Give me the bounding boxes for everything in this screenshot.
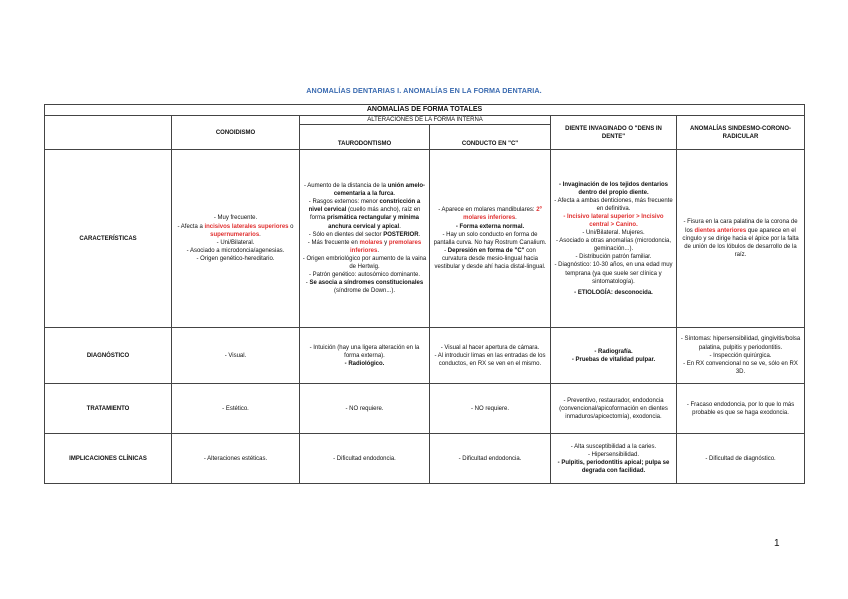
text-line: - Distribución patrón familiar. <box>575 254 652 261</box>
row-label-caracteristicas: CARACTERÍSTICAS <box>45 150 172 328</box>
col-header-conducto-c: CONDUCTO EN "C" <box>430 139 551 150</box>
highlight-supernumerarios: supernumerarios <box>210 231 260 238</box>
text-line: - Radiografía. <box>594 348 633 355</box>
text-line: - Asociado a microdoncia/agenesias. <box>186 247 285 254</box>
text-segment: - Aumento de la distancia de la <box>303 183 388 190</box>
text-segment: - Fisura en la cara palatina de la corona de los <box>683 219 798 234</box>
text-line <box>174 223 297 239</box>
text-segment: . <box>377 247 379 254</box>
cell-tratamiento-conducto-c: - NO requiere. <box>430 384 551 434</box>
cell-tratamiento-dens-in-dente: - Preventivo, restaurador, endodoncia (convencional/apicoformación en dientes inmaduros/apicectomía), exodoncia. <box>551 384 677 434</box>
text-line <box>679 218 802 258</box>
text-segment: o <box>288 223 294 230</box>
cell-caracteristicas-conoidismo <box>172 150 300 328</box>
bold-segment: unión amelo-cementaria a la furca <box>333 183 426 198</box>
text-line: - Pulpitis, periodontitis apical; pulpa se degrada con facilidad. <box>557 459 670 474</box>
text-line: - Muy frecuente. <box>213 215 258 222</box>
cell-implicaciones-dens-in-dente <box>551 434 677 484</box>
text-segment: . <box>418 231 421 238</box>
cell-implicaciones-conducto-c: - Dificultad endodoncia. <box>430 434 551 484</box>
text-line: - Hay un solo conducto en forma de pantalla curva. No hay Rostrum Canalium. <box>433 231 547 246</box>
text-line: - Al introducir limas en las entradas de los conductos, en RX se ven en el mismo. <box>434 352 546 367</box>
cell-caracteristicas-taurodontismo <box>300 150 430 328</box>
text-segment: . <box>393 191 396 198</box>
text-line <box>302 239 427 255</box>
conducto-header-spacer <box>430 125 551 140</box>
text-line: - Origen embriológico por aumento de la vaina de Hertwig. <box>302 255 427 270</box>
page-number: 1 <box>774 538 780 549</box>
text-line: - Uni/Bilateral. <box>216 239 255 246</box>
cell-implicaciones-sindesmo: - Dificultad de diagnóstico. <box>677 434 805 484</box>
row-label-implicaciones: IMPLICACIONES CLÍNICAS <box>45 434 172 484</box>
document-title: ANOMALÍAS DENTARIAS I. ANOMALÍAS EN LA FORMA DENTARIA. <box>306 86 542 95</box>
row-label-tratamiento: TRATAMIENTO <box>45 384 172 434</box>
text-line <box>432 206 548 222</box>
cell-diagnostico-conducto-c <box>430 328 551 384</box>
col-header-taurodontismo: TAURODONTISMO <box>300 139 430 150</box>
text-line: - ETIOLOGÍA: desconocida. <box>574 289 653 296</box>
text-line: - Diagnóstico: 10-30 años, en una edad muy temprana (ya que suele ser clínica y sintomatología). <box>554 262 673 285</box>
text-segment: . <box>259 231 261 238</box>
cell-implicaciones-taurodontismo: - Dificultad endodoncia. <box>300 434 430 484</box>
cell-diagnostico-taurodontismo <box>300 328 430 384</box>
corner-cell <box>45 116 172 150</box>
bold-segment: prismática rectangular y mínima anchura cervical y apical <box>326 215 420 230</box>
cell-implicaciones-conoidismo: - Alteraciones estéticas. <box>172 434 300 484</box>
text-line: - Pruebas de vitalidad pulpar. <box>571 356 656 363</box>
text-line <box>302 279 427 295</box>
text-segment: (cuello más ancho), raíz en forma <box>309 207 421 222</box>
cell-diagnostico-conoidismo: - Visual. <box>172 328 300 384</box>
bold-segment: Se asocia a síndromes constitucionales <box>309 280 424 287</box>
cell-caracteristicas-conducto-c <box>430 150 551 328</box>
text-segment: - Afecta a <box>177 223 205 230</box>
text-line: - Patrón genético: autosómico dominante. <box>308 272 421 279</box>
text-segment: - Sólo en dientes del sector <box>308 231 384 238</box>
text-segment: . <box>399 223 401 230</box>
text-segment: (síndrome de Down...). <box>333 288 396 295</box>
text-line: - Uni/Bilateral. Mujeres. <box>582 230 645 237</box>
text-line: - Origen genético-hereditario. <box>196 255 275 262</box>
text-line: - Hipersensibilidad. <box>587 451 640 458</box>
text-segment: - Más frecuente en <box>307 239 360 246</box>
taurodontismo-header-spacer <box>300 125 430 140</box>
highlight-molares: molares <box>359 239 383 246</box>
text-line: - Radiológico. <box>344 360 385 367</box>
anomalies-table <box>44 104 805 484</box>
text-line: - Alta susceptibilidad a la caries. <box>570 443 657 450</box>
highlight-premolares-inferiores: premolares inferiores <box>349 239 422 254</box>
text-line: - En RX convencional no se ve, sólo en RX 3D. <box>683 360 798 375</box>
cell-tratamiento-taurodontismo: - NO requiere. <box>300 384 430 434</box>
bold-segment: POSTERIOR <box>383 231 419 238</box>
text-line <box>302 198 427 230</box>
cell-diagnostico-sindesmo <box>677 328 805 384</box>
highlight-2-molares-inferiores: 2º molares inferiores <box>463 207 542 222</box>
text-line: - Inspección quirúrgica. <box>709 352 772 359</box>
text-segment: . <box>515 215 517 222</box>
text-segment: - <box>444 247 448 254</box>
cell-diagnostico-dens-in-dente <box>551 328 677 384</box>
text-line <box>302 182 427 198</box>
col-header-conoidismo: CONOIDISMO <box>172 116 300 150</box>
text-segment: y <box>382 239 389 246</box>
cell-caracteristicas-sindesmo <box>677 150 805 328</box>
bold-segment: constricción a nivel cervical <box>308 199 421 214</box>
text-line: - Visual al hacer apertura de cámara. <box>440 344 540 351</box>
text-line: - Intuición (hay una ligera alteración en la forma externa). <box>309 344 420 359</box>
cell-caracteristicas-dens-in-dente <box>551 150 677 328</box>
row-label-diagnostico: DIAGNÓSTICO <box>45 328 172 384</box>
cell-tratamiento-sindesmo: - Fracaso endodoncia, por lo que lo más probable es que se haga exodoncia. <box>677 384 805 434</box>
text-line <box>432 247 548 271</box>
highlight-incisivo-order: - Incisivo lateral superior > Incisivo central > Canino. <box>563 213 664 228</box>
text-segment: que aparece en el cíngulo y se dirige hacia el ápice por la falta de unión de los lóbulos de desarrollo de la raíz. <box>682 227 799 258</box>
text-line <box>302 231 427 239</box>
text-segment: - Aparece en molares mandibulares: <box>438 207 537 214</box>
highlight-incisivos-laterales: incisivos laterales superiores <box>204 223 289 230</box>
bold-segment: Depresión en forma de "C" <box>447 247 525 254</box>
text-line: - Síntomas: hipersensibilidad, gingivitis/bolsa palatina, pulpitis y periodontitis. <box>680 336 801 351</box>
text-segment: con curvatura desde mesio-lingual hacia vestibular y desde ahí hacia distal-lingual. <box>434 247 546 270</box>
text-line: - Asociado a otras anomalías (microdoncia, geminación...). <box>555 238 672 253</box>
text-line: - Afecta a ambas denticiones, más frecuente en definitiva. <box>554 197 673 212</box>
highlight-dientes-anteriores: dientes anteriores <box>694 227 747 234</box>
sub-header: ALTERACIONES DE LA FORMA INTERNA <box>300 116 551 125</box>
text-line: - Forma externa normal. <box>455 223 525 230</box>
text-segment: - <box>305 280 310 287</box>
text-segment: - Rasgos externos: menor <box>308 199 380 206</box>
super-header: ANOMALÍAS DE FORMA TOTALES <box>45 105 805 116</box>
col-header-dens-in-dente: DIENTE INVAGINADO O "DENS IN DENTE" <box>551 116 677 150</box>
col-header-sindesmo: ANOMALÍAS SINDESMO-CORONO-RADICULAR <box>677 116 805 150</box>
text-line: - Invaginación de los tejidos dentarios dentro del propio diente. <box>558 181 669 196</box>
cell-tratamiento-conoidismo: - Estético. <box>172 384 300 434</box>
